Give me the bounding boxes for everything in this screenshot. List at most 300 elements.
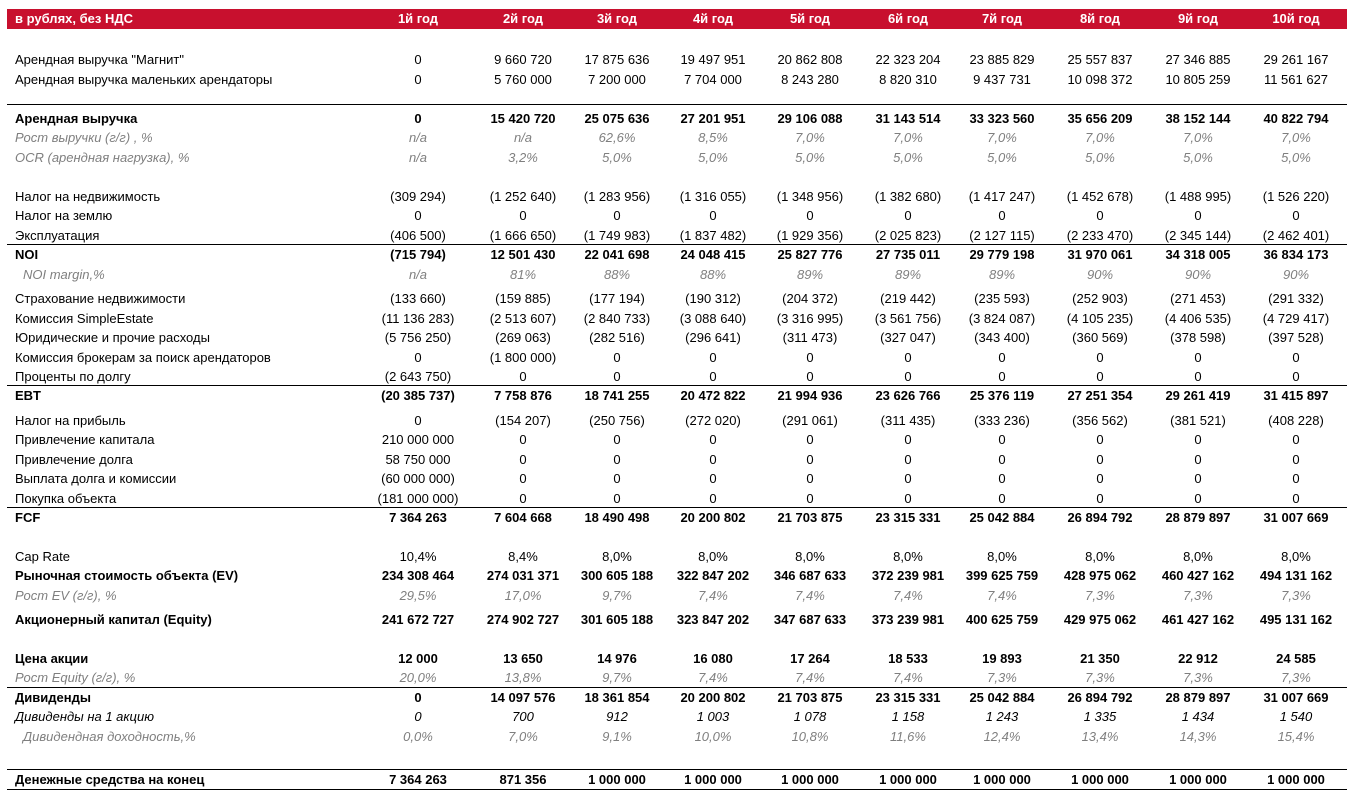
cell-year-10: 8,0% <box>1281 549 1311 564</box>
cell-year-3: 18 741 255 <box>584 388 650 403</box>
cell-year-2: 274 031 371 <box>486 568 560 583</box>
row-label: Cap Rate <box>15 549 70 564</box>
header-year-4: 4й год <box>692 11 734 26</box>
cell-year-9: 460 427 162 <box>1161 568 1235 583</box>
row-label: Выплата долга и комиссии <box>15 471 177 486</box>
cell-year-9: 28 879 897 <box>1165 690 1231 705</box>
cell-year-1: 7 364 263 <box>389 510 447 525</box>
row-label: Налог на недвижимость <box>15 189 161 204</box>
cell-year-2: 871 356 <box>499 772 547 787</box>
cell-year-8: 13,4% <box>1081 729 1119 744</box>
cell-year-6: 373 239 981 <box>871 612 945 627</box>
cell-year-4: 0 <box>709 432 717 447</box>
cell-year-7: 0 <box>998 491 1006 506</box>
cell-year-7: 0 <box>998 350 1006 365</box>
cell-year-2: 7 604 668 <box>494 510 552 525</box>
row-label: Денежные средства на конец <box>15 772 205 787</box>
cell-year-10: 31 415 897 <box>1263 388 1329 403</box>
cell-year-6: (311 435) <box>880 413 936 428</box>
cell-year-9: 0 <box>1194 452 1202 467</box>
cell-year-5: (1 348 956) <box>776 189 844 204</box>
cell-year-7: 33 323 560 <box>969 111 1035 126</box>
cell-year-10: 0 <box>1292 471 1300 486</box>
cell-year-4: 10,0% <box>694 729 732 744</box>
header-year-9: 9й год <box>1177 11 1219 26</box>
cell-year-4: 0 <box>709 369 717 384</box>
cell-year-1: 210 000 000 <box>381 432 455 447</box>
cell-year-9: 29 261 419 <box>1165 388 1231 403</box>
cell-year-9: 90% <box>1184 267 1212 282</box>
cell-year-6: 8,0% <box>893 549 923 564</box>
row-label: Рыночная стоимость объекта (EV) <box>15 568 239 583</box>
cell-year-5: 7,0% <box>795 130 825 145</box>
cell-year-1: (60 000 000) <box>381 471 455 486</box>
cell-year-10: 7,3% <box>1281 588 1311 603</box>
cell-year-6: 7,0% <box>893 130 923 145</box>
cell-year-5: 10,8% <box>791 729 829 744</box>
cell-year-9: 14,3% <box>1179 729 1217 744</box>
cell-year-1: n/a <box>408 130 428 145</box>
cell-year-3: (177 194) <box>589 291 645 306</box>
cell-year-9: 0 <box>1194 491 1202 506</box>
cell-year-3: 14 976 <box>597 651 637 666</box>
cell-year-4: 24 048 415 <box>680 247 746 262</box>
cell-year-6: (219 442) <box>880 291 936 306</box>
cell-year-2: (269 063) <box>495 330 551 345</box>
cell-year-2: 7 758 876 <box>494 388 552 403</box>
row-label: Рост Equity (г/г), % <box>15 670 136 685</box>
cell-year-8: 0 <box>1096 369 1104 384</box>
row-label: Налог на прибыль <box>15 413 126 428</box>
cell-year-3: (2 840 733) <box>583 311 651 326</box>
table-row <box>7 547 1347 566</box>
cell-year-9: (378 598) <box>1170 330 1226 345</box>
cell-year-1: 241 672 727 <box>381 612 455 627</box>
cell-year-2: 0 <box>519 452 527 467</box>
cell-year-9: 22 912 <box>1178 651 1218 666</box>
row-separator <box>7 104 1347 105</box>
cell-year-4: 27 201 951 <box>680 111 746 126</box>
cell-year-8: 26 894 792 <box>1067 510 1133 525</box>
cell-year-1: (715 794) <box>390 247 446 262</box>
cell-year-5: (311 473) <box>782 330 838 345</box>
row-label: Акционерный капитал (Equity) <box>15 612 212 627</box>
cell-year-2: 7,0% <box>508 729 538 744</box>
table-row <box>7 289 1347 308</box>
cell-year-3: 22 041 698 <box>584 247 650 262</box>
cell-year-4: 1 000 000 <box>684 772 742 787</box>
cell-year-5: 0 <box>806 208 814 223</box>
cell-year-6: (327 047) <box>880 330 936 345</box>
cell-year-5: 21 994 936 <box>777 388 843 403</box>
cell-year-3: 0 <box>613 350 621 365</box>
cell-year-3: 301 605 188 <box>580 612 654 627</box>
cell-year-2: 5 760 000 <box>494 72 552 87</box>
cell-year-8: 0 <box>1096 208 1104 223</box>
cell-year-4: (272 020) <box>685 413 741 428</box>
cell-year-10: 0 <box>1292 432 1300 447</box>
cell-year-8: (356 562) <box>1072 413 1128 428</box>
cell-year-9: 8,0% <box>1183 549 1213 564</box>
cell-year-10: 29 261 167 <box>1263 52 1329 67</box>
cell-year-9: 0 <box>1194 208 1202 223</box>
cell-year-6: 22 323 204 <box>875 52 941 67</box>
cell-year-6: 18 533 <box>888 651 928 666</box>
cell-year-3: 18 361 854 <box>584 690 650 705</box>
header-year-2: 2й год <box>502 11 544 26</box>
cell-year-6: 0 <box>904 452 912 467</box>
cell-year-1: 0,0% <box>403 729 433 744</box>
cell-year-7: 0 <box>998 432 1006 447</box>
cell-year-1: (2 643 750) <box>384 369 452 384</box>
cell-year-6: 1 000 000 <box>879 772 937 787</box>
cell-year-2: n/a <box>513 130 533 145</box>
cell-year-1: n/a <box>408 267 428 282</box>
table-row <box>7 70 1347 89</box>
table-row <box>7 489 1347 508</box>
row-label: Покупка объекта <box>15 491 117 506</box>
cell-year-7: 7,4% <box>987 588 1017 603</box>
cell-year-2: (1 252 640) <box>489 189 557 204</box>
cell-year-3: 300 605 188 <box>580 568 654 583</box>
cell-year-5: 7,4% <box>795 670 825 685</box>
cell-year-5: 8,0% <box>795 549 825 564</box>
cell-year-8: (1 452 678) <box>1066 189 1134 204</box>
table-row <box>7 50 1347 69</box>
cell-year-7: 0 <box>998 471 1006 486</box>
cell-year-1: 0 <box>414 350 422 365</box>
table-header <box>7 9 1347 29</box>
cell-year-9: 10 805 259 <box>1165 72 1231 87</box>
cell-year-4: 0 <box>709 208 717 223</box>
cell-year-7: (333 236) <box>974 413 1030 428</box>
row-label: NOI <box>15 247 39 262</box>
cell-year-8: 0 <box>1096 432 1104 447</box>
cell-year-1: n/a <box>408 150 428 165</box>
cell-year-10: 90% <box>1282 267 1310 282</box>
cell-year-6: 23 626 766 <box>875 388 941 403</box>
cell-year-2: (1 800 000) <box>489 350 557 365</box>
cell-year-3: 0 <box>613 432 621 447</box>
cell-year-6: 7,4% <box>893 588 923 603</box>
cell-year-3: 17 875 636 <box>584 52 650 67</box>
row-label: Комиссия SimpleEstate <box>15 311 154 326</box>
cell-year-5: (3 316 995) <box>776 311 844 326</box>
cell-year-4: (1 837 482) <box>679 228 747 243</box>
cell-year-10: 36 834 173 <box>1263 247 1329 262</box>
row-label: FCF <box>15 510 41 525</box>
cell-year-4: 322 847 202 <box>676 568 750 583</box>
cell-year-3: 9,1% <box>602 729 632 744</box>
cell-year-10: 40 822 794 <box>1263 111 1329 126</box>
cell-year-7: (2 127 115) <box>969 228 1035 243</box>
cell-year-5: 347 687 633 <box>773 612 847 627</box>
cell-year-1: 0 <box>414 52 422 67</box>
cell-year-1: 0 <box>414 72 422 87</box>
cell-year-4: 7,4% <box>698 588 728 603</box>
table-row <box>7 245 1347 264</box>
cell-year-4: (3 088 640) <box>679 311 747 326</box>
table-row <box>7 430 1347 449</box>
cell-year-7: (3 824 087) <box>968 311 1036 326</box>
cell-year-8: 1 335 <box>1083 709 1117 724</box>
cell-year-3: 912 <box>606 709 628 724</box>
cell-year-5: 0 <box>806 452 814 467</box>
cell-year-8: 428 975 062 <box>1063 568 1137 583</box>
cell-year-3: (250 756) <box>589 413 645 428</box>
cell-year-8: 90% <box>1086 267 1114 282</box>
table-row <box>7 469 1347 488</box>
cell-year-7: 399 625 759 <box>965 568 1039 583</box>
row-label: Проценты по долгу <box>15 369 131 384</box>
cell-year-8: 5,0% <box>1085 150 1115 165</box>
cell-year-2: 13,8% <box>504 670 542 685</box>
cell-year-9: 34 318 005 <box>1165 247 1231 262</box>
cell-year-10: 7,0% <box>1281 130 1311 145</box>
cell-year-8: (4 105 235) <box>1066 311 1134 326</box>
cell-year-10: 0 <box>1292 208 1300 223</box>
cell-year-2: 12 501 430 <box>490 247 556 262</box>
cell-year-2: 8,4% <box>508 549 538 564</box>
cell-year-5: 29 106 088 <box>777 111 843 126</box>
cell-year-3: 8,0% <box>602 549 632 564</box>
table-row <box>7 707 1347 726</box>
cell-year-1: (20 385 737) <box>381 388 455 403</box>
row-label: Рост EV (г/г), % <box>15 588 117 603</box>
cell-year-1: 0 <box>414 413 422 428</box>
cell-year-9: 27 346 885 <box>1165 52 1231 67</box>
cell-year-8: 1 000 000 <box>1071 772 1129 787</box>
table-row <box>7 688 1347 707</box>
cell-year-1: (5 756 250) <box>384 330 452 345</box>
cell-year-5: 1 078 <box>793 709 827 724</box>
cell-year-2: (2 513 607) <box>489 311 557 326</box>
row-label: Арендная выручка "Магнит" <box>15 52 184 67</box>
cell-year-9: 5,0% <box>1183 150 1213 165</box>
cell-year-7: (1 417 247) <box>968 189 1036 204</box>
cell-year-2: 14 097 576 <box>490 690 556 705</box>
cell-year-8: 25 557 837 <box>1067 52 1133 67</box>
row-label: Дивиденды на 1 акцию <box>15 709 154 724</box>
cell-year-8: 31 970 061 <box>1067 247 1133 262</box>
cell-year-3: (282 516) <box>589 330 645 345</box>
cell-year-6: 23 315 331 <box>875 690 941 705</box>
cell-year-10: 1 540 <box>1279 709 1313 724</box>
cell-year-4: 88% <box>699 267 727 282</box>
cell-year-5: 21 703 875 <box>777 510 843 525</box>
cell-year-1: 0 <box>414 709 422 724</box>
row-label: Привлечение капитала <box>15 432 155 447</box>
cell-year-1: (181 000 000) <box>377 491 459 506</box>
cell-year-5: 0 <box>806 350 814 365</box>
cell-year-7: 23 885 829 <box>969 52 1035 67</box>
row-label: OCR (арендная нагрузка), % <box>15 150 190 165</box>
cell-year-4: 323 847 202 <box>676 612 750 627</box>
cell-year-8: 10 098 372 <box>1067 72 1133 87</box>
cell-year-8: 0 <box>1096 491 1104 506</box>
cell-year-10: 0 <box>1292 369 1300 384</box>
cell-year-5: 25 827 776 <box>777 247 843 262</box>
cell-year-6: 11,6% <box>890 729 926 744</box>
header-year-7: 7й год <box>981 11 1023 26</box>
cell-year-8: 21 350 <box>1080 651 1120 666</box>
cell-year-6: 5,0% <box>893 150 923 165</box>
row-label: Арендная выручка маленьких арендаторы <box>15 72 273 87</box>
cell-year-9: (2 345 144) <box>1164 228 1232 243</box>
cell-year-3: 0 <box>613 208 621 223</box>
cell-year-4: 0 <box>709 471 717 486</box>
header-year-5: 5й год <box>789 11 831 26</box>
cell-year-9: 461 427 162 <box>1161 612 1235 627</box>
cell-year-3: 0 <box>613 369 621 384</box>
cell-year-8: 429 975 062 <box>1063 612 1137 627</box>
cell-year-6: 27 735 011 <box>875 247 941 262</box>
cell-year-10: 0 <box>1292 452 1300 467</box>
cell-year-2: 0 <box>519 471 527 486</box>
row-separator <box>7 789 1347 790</box>
cell-year-3: 0 <box>613 471 621 486</box>
table-row <box>7 508 1347 527</box>
table-row <box>7 187 1347 206</box>
cell-year-8: 0 <box>1096 471 1104 486</box>
cell-year-5: 0 <box>806 369 814 384</box>
row-label: Комиссия брокерам за поиск арендаторов <box>15 350 271 365</box>
cell-year-9: 1 000 000 <box>1169 772 1227 787</box>
cell-year-2: 274 902 727 <box>486 612 560 627</box>
header-year-1: 1й год <box>397 11 439 26</box>
cell-year-10: 0 <box>1292 350 1300 365</box>
cell-year-5: 0 <box>806 471 814 486</box>
cell-year-4: 16 080 <box>693 651 733 666</box>
cell-year-8: 7,0% <box>1085 130 1115 145</box>
cell-year-2: 9 660 720 <box>494 52 552 67</box>
cell-year-8: 27 251 354 <box>1067 388 1133 403</box>
row-label: Цена акции <box>15 651 89 666</box>
table-row <box>7 109 1347 128</box>
cell-year-5: 21 703 875 <box>777 690 843 705</box>
cell-year-3: 88% <box>603 267 631 282</box>
table-row <box>7 566 1347 585</box>
cell-year-2: 0 <box>519 491 527 506</box>
cell-year-10: 7,3% <box>1281 670 1311 685</box>
cell-year-3: 9,7% <box>602 670 632 685</box>
table-row <box>7 226 1347 245</box>
table-row <box>7 309 1347 328</box>
cell-year-10: 31 007 669 <box>1263 510 1329 525</box>
table-row <box>7 367 1347 386</box>
table-row <box>7 411 1347 430</box>
cell-year-7: 29 779 198 <box>969 247 1035 262</box>
cell-year-6: (1 382 680) <box>874 189 942 204</box>
cell-year-4: 0 <box>709 452 717 467</box>
cell-year-1: 10,4% <box>399 549 437 564</box>
cell-year-9: 1 434 <box>1181 709 1215 724</box>
row-label: Дивидендная доходность,% <box>23 729 196 744</box>
row-label: Юридические и прочие расходы <box>15 330 210 345</box>
table-row <box>7 586 1347 605</box>
cell-year-4: 20 472 822 <box>680 388 746 403</box>
cell-year-1: (406 500) <box>390 228 446 243</box>
cell-year-8: (360 569) <box>1072 330 1128 345</box>
table-row <box>7 348 1347 367</box>
cell-year-5: 20 862 808 <box>777 52 843 67</box>
cell-year-2: 0 <box>519 432 527 447</box>
cell-year-5: (291 061) <box>782 413 838 428</box>
table-row <box>7 770 1347 789</box>
header-year-10: 10й год <box>1272 11 1320 26</box>
cell-year-5: 1 000 000 <box>781 772 839 787</box>
cell-year-1: 234 308 464 <box>381 568 455 583</box>
cell-year-9: 0 <box>1194 369 1202 384</box>
cell-year-8: 8,0% <box>1085 549 1115 564</box>
cell-year-3: 25 075 636 <box>584 111 650 126</box>
cell-year-8: 35 656 209 <box>1067 111 1133 126</box>
cell-year-4: (296 641) <box>685 330 741 345</box>
cell-year-1: (133 660) <box>390 291 446 306</box>
cell-year-3: 5,0% <box>602 150 632 165</box>
row-label: Привлечение долга <box>15 452 133 467</box>
cell-year-10: (2 462 401) <box>1262 228 1330 243</box>
cell-year-1: 0 <box>414 690 422 705</box>
cell-year-7: 0 <box>998 208 1006 223</box>
cell-year-5: 0 <box>806 432 814 447</box>
cell-year-4: 20 200 802 <box>680 690 746 705</box>
cell-year-6: 0 <box>904 369 912 384</box>
cell-year-6: 1 158 <box>891 709 925 724</box>
header-label: в рублях, без НДС <box>15 11 133 26</box>
table-row <box>7 386 1347 405</box>
cell-year-10: 15,4% <box>1277 729 1315 744</box>
header-year-3: 3й год <box>596 11 638 26</box>
cell-year-9: 38 152 144 <box>1165 111 1231 126</box>
cell-year-2: 17,0% <box>504 588 542 603</box>
cell-year-1: 7 364 263 <box>389 772 447 787</box>
cell-year-6: (3 561 756) <box>874 311 942 326</box>
cell-year-5: 0 <box>806 491 814 506</box>
cell-year-10: (1 526 220) <box>1262 189 1330 204</box>
cell-year-1: 29,5% <box>399 588 437 603</box>
cell-year-2: (154 207) <box>495 413 551 428</box>
cell-year-10: 1 000 000 <box>1267 772 1325 787</box>
cell-year-9: (4 406 535) <box>1164 311 1232 326</box>
cell-year-5: 17 264 <box>790 651 830 666</box>
cell-year-4: 20 200 802 <box>680 510 746 525</box>
table-row <box>7 128 1347 147</box>
cell-year-7: 7,3% <box>987 670 1017 685</box>
cell-year-1: 0 <box>414 208 422 223</box>
cell-year-7: 400 625 759 <box>965 612 1039 627</box>
row-label: NOI margin,% <box>23 267 105 282</box>
cell-year-10: 11 561 627 <box>1263 72 1329 87</box>
cell-year-5: 89% <box>796 267 824 282</box>
row-label: Налог на землю <box>15 208 113 223</box>
cell-year-10: (4 729 417) <box>1262 311 1330 326</box>
cell-year-10: (291 332) <box>1268 291 1324 306</box>
cell-year-1: 12 000 <box>398 651 438 666</box>
cell-year-1: 58 750 000 <box>385 452 451 467</box>
cell-year-7: 25 042 884 <box>969 510 1035 525</box>
cell-year-9: 7,0% <box>1183 130 1213 145</box>
cell-year-6: 8 820 310 <box>879 72 937 87</box>
cell-year-3: 62,6% <box>598 130 636 145</box>
cell-year-4: 8,0% <box>698 549 728 564</box>
header-year-6: 6й год <box>887 11 929 26</box>
cell-year-5: 7,4% <box>795 588 825 603</box>
cell-year-4: 7 704 000 <box>684 72 742 87</box>
cell-year-9: (1 488 995) <box>1164 189 1232 204</box>
cell-year-6: 31 143 514 <box>875 111 941 126</box>
cell-year-3: 18 490 498 <box>584 510 650 525</box>
